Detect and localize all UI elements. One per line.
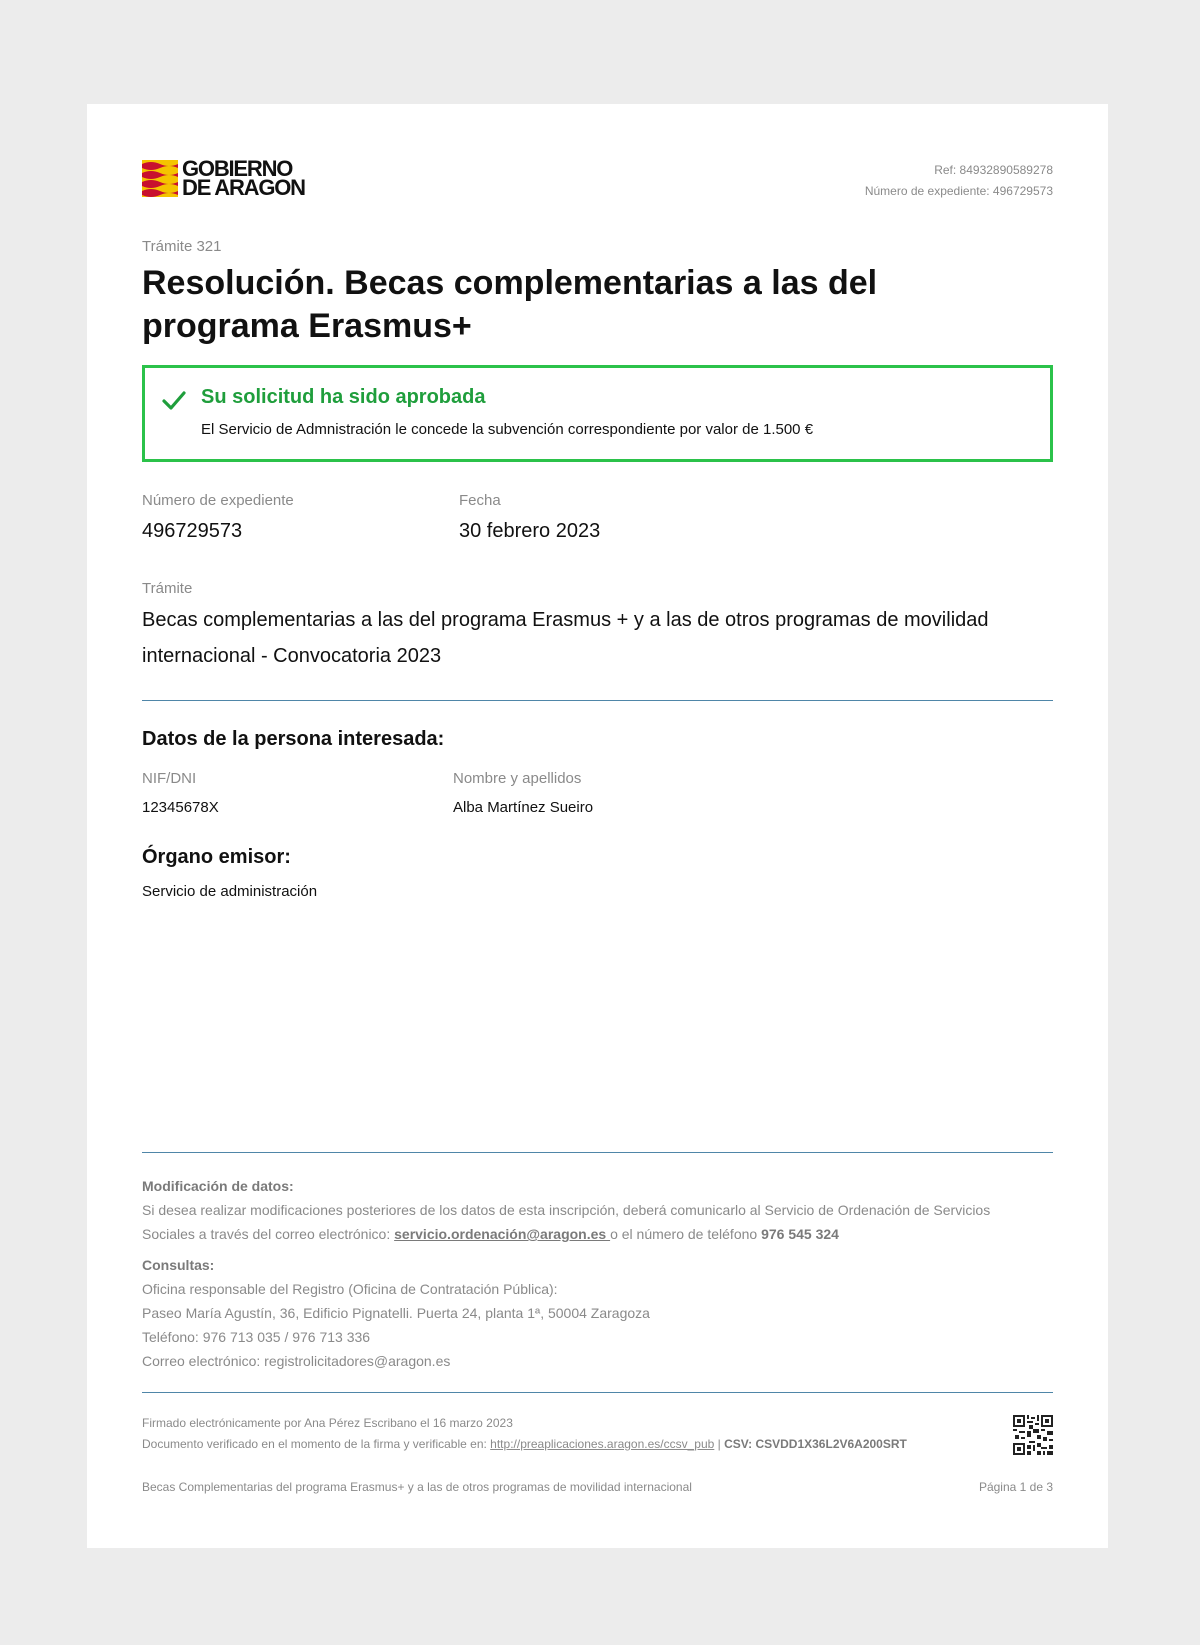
expediente-value: 496729573: [142, 520, 243, 542]
consultas-title: Consultas:: [142, 1257, 215, 1273]
modificacion-email-link[interactable]: servicio.ordenación@aragon.es: [394, 1226, 611, 1242]
approval-banner: [142, 365, 1053, 462]
verify-link[interactable]: http://preaplicaciones.aragon.es/ccsv_pub: [490, 1437, 715, 1451]
tramite-label: Trámite: [142, 580, 193, 597]
logo-line-1: GOBIERNO: [182, 156, 293, 181]
verified-text: Documento verificado en el momento de la firma y verificable en:: [142, 1437, 491, 1451]
organo-title: Órgano emisor:: [142, 846, 291, 868]
modificacion-text-2-line: [142, 1222, 1053, 1246]
reference-number: Ref: 84932890589278: [934, 163, 1053, 177]
modificacion-block: [142, 1174, 1053, 1246]
document-page: [87, 104, 1108, 1548]
consultas-line-2: Paseo María Agustín, 36, Edificio Pignatelli. Puerta 24, planta 1ª, 50004 Zaragoza: [142, 1305, 650, 1321]
divider: [142, 700, 1053, 701]
nombre-value: Alba Martínez Sueiro: [453, 799, 594, 816]
fecha-value: 30 febrero 2023: [459, 520, 601, 542]
logo-line-2: DE ARAGON: [182, 175, 305, 200]
modificacion-text-2: Sociales a través del correo electrónico:: [142, 1226, 395, 1242]
expediente-label: Número de expediente: [142, 492, 294, 509]
divider: [142, 1152, 1053, 1153]
organo-value: Servicio de administración: [142, 883, 318, 900]
interesada-title: Datos de la persona interesada:: [142, 728, 445, 750]
check-icon: [161, 388, 187, 414]
aragon-flag-icon: [142, 160, 178, 197]
divider: [142, 1392, 1053, 1393]
consultas-line-1: Oficina responsable del Registro (Oficina de Contratación Pública):: [142, 1281, 558, 1297]
signature-block: [142, 1413, 907, 1455]
header-expediente: Número de expediente: 496729573: [864, 184, 1053, 198]
page-footer-title: Becas Complementarias del programa Erasmus+ y a las de otros programas de movilidad internacional: [142, 1480, 692, 1494]
nombre-label: Nombre y apellidos: [453, 770, 582, 787]
modificacion-phone: 976 545 324: [761, 1226, 839, 1242]
page-number: Página 1 de 3: [978, 1480, 1053, 1494]
consultas-line-3: Teléfono: 976 713 035 / 976 713 336: [142, 1329, 371, 1345]
nif-label: NIF/DNI: [142, 770, 197, 787]
tramite-tag: Trámite 321: [142, 238, 222, 255]
csv-code: CSV: CSVDD1X36L2V6A200SRT: [724, 1437, 907, 1451]
qr-code-icon: [1013, 1415, 1053, 1455]
nif-value: 12345678X: [142, 799, 219, 816]
page-title: Resolución. Becas complementarias a las del programa Erasmus+: [142, 264, 878, 345]
gobierno-aragon-logo: [142, 156, 305, 200]
reference-block: [865, 160, 1053, 202]
modificacion-title: Modificación de datos:: [142, 1178, 294, 1194]
modificacion-text-3: o el número de teléfono: [610, 1226, 762, 1242]
modificacion-text-1: Si desea realizar modificaciones posteriores de los datos de esta inscripción, deberá comunicarlo al Servicio de Ordenación de Servicios: [142, 1202, 991, 1218]
csv-separator: |: [714, 1437, 725, 1451]
signed-by: Firmado electrónicamente por Ana Pérez Escribano el 16 marzo 2023: [142, 1416, 513, 1430]
approval-heading: Su solicitud ha sido aprobada: [201, 386, 486, 408]
approval-message: El Servicio de Admnistración le concede la subvención correspondiente por valor de 1.500 €: [201, 421, 814, 438]
tramite-value: Becas complementarias a las del programa Erasmus + y a las de otros programas de movilidad internacional - Convocatoria 2023: [142, 609, 989, 667]
consultas-line-4: Correo electrónico: registrolicitadores@aragon.es: [142, 1353, 451, 1369]
logo-text: [182, 156, 305, 200]
verification-line: [142, 1434, 907, 1455]
consultas-block: [142, 1253, 1053, 1373]
fecha-label: Fecha: [459, 492, 501, 509]
